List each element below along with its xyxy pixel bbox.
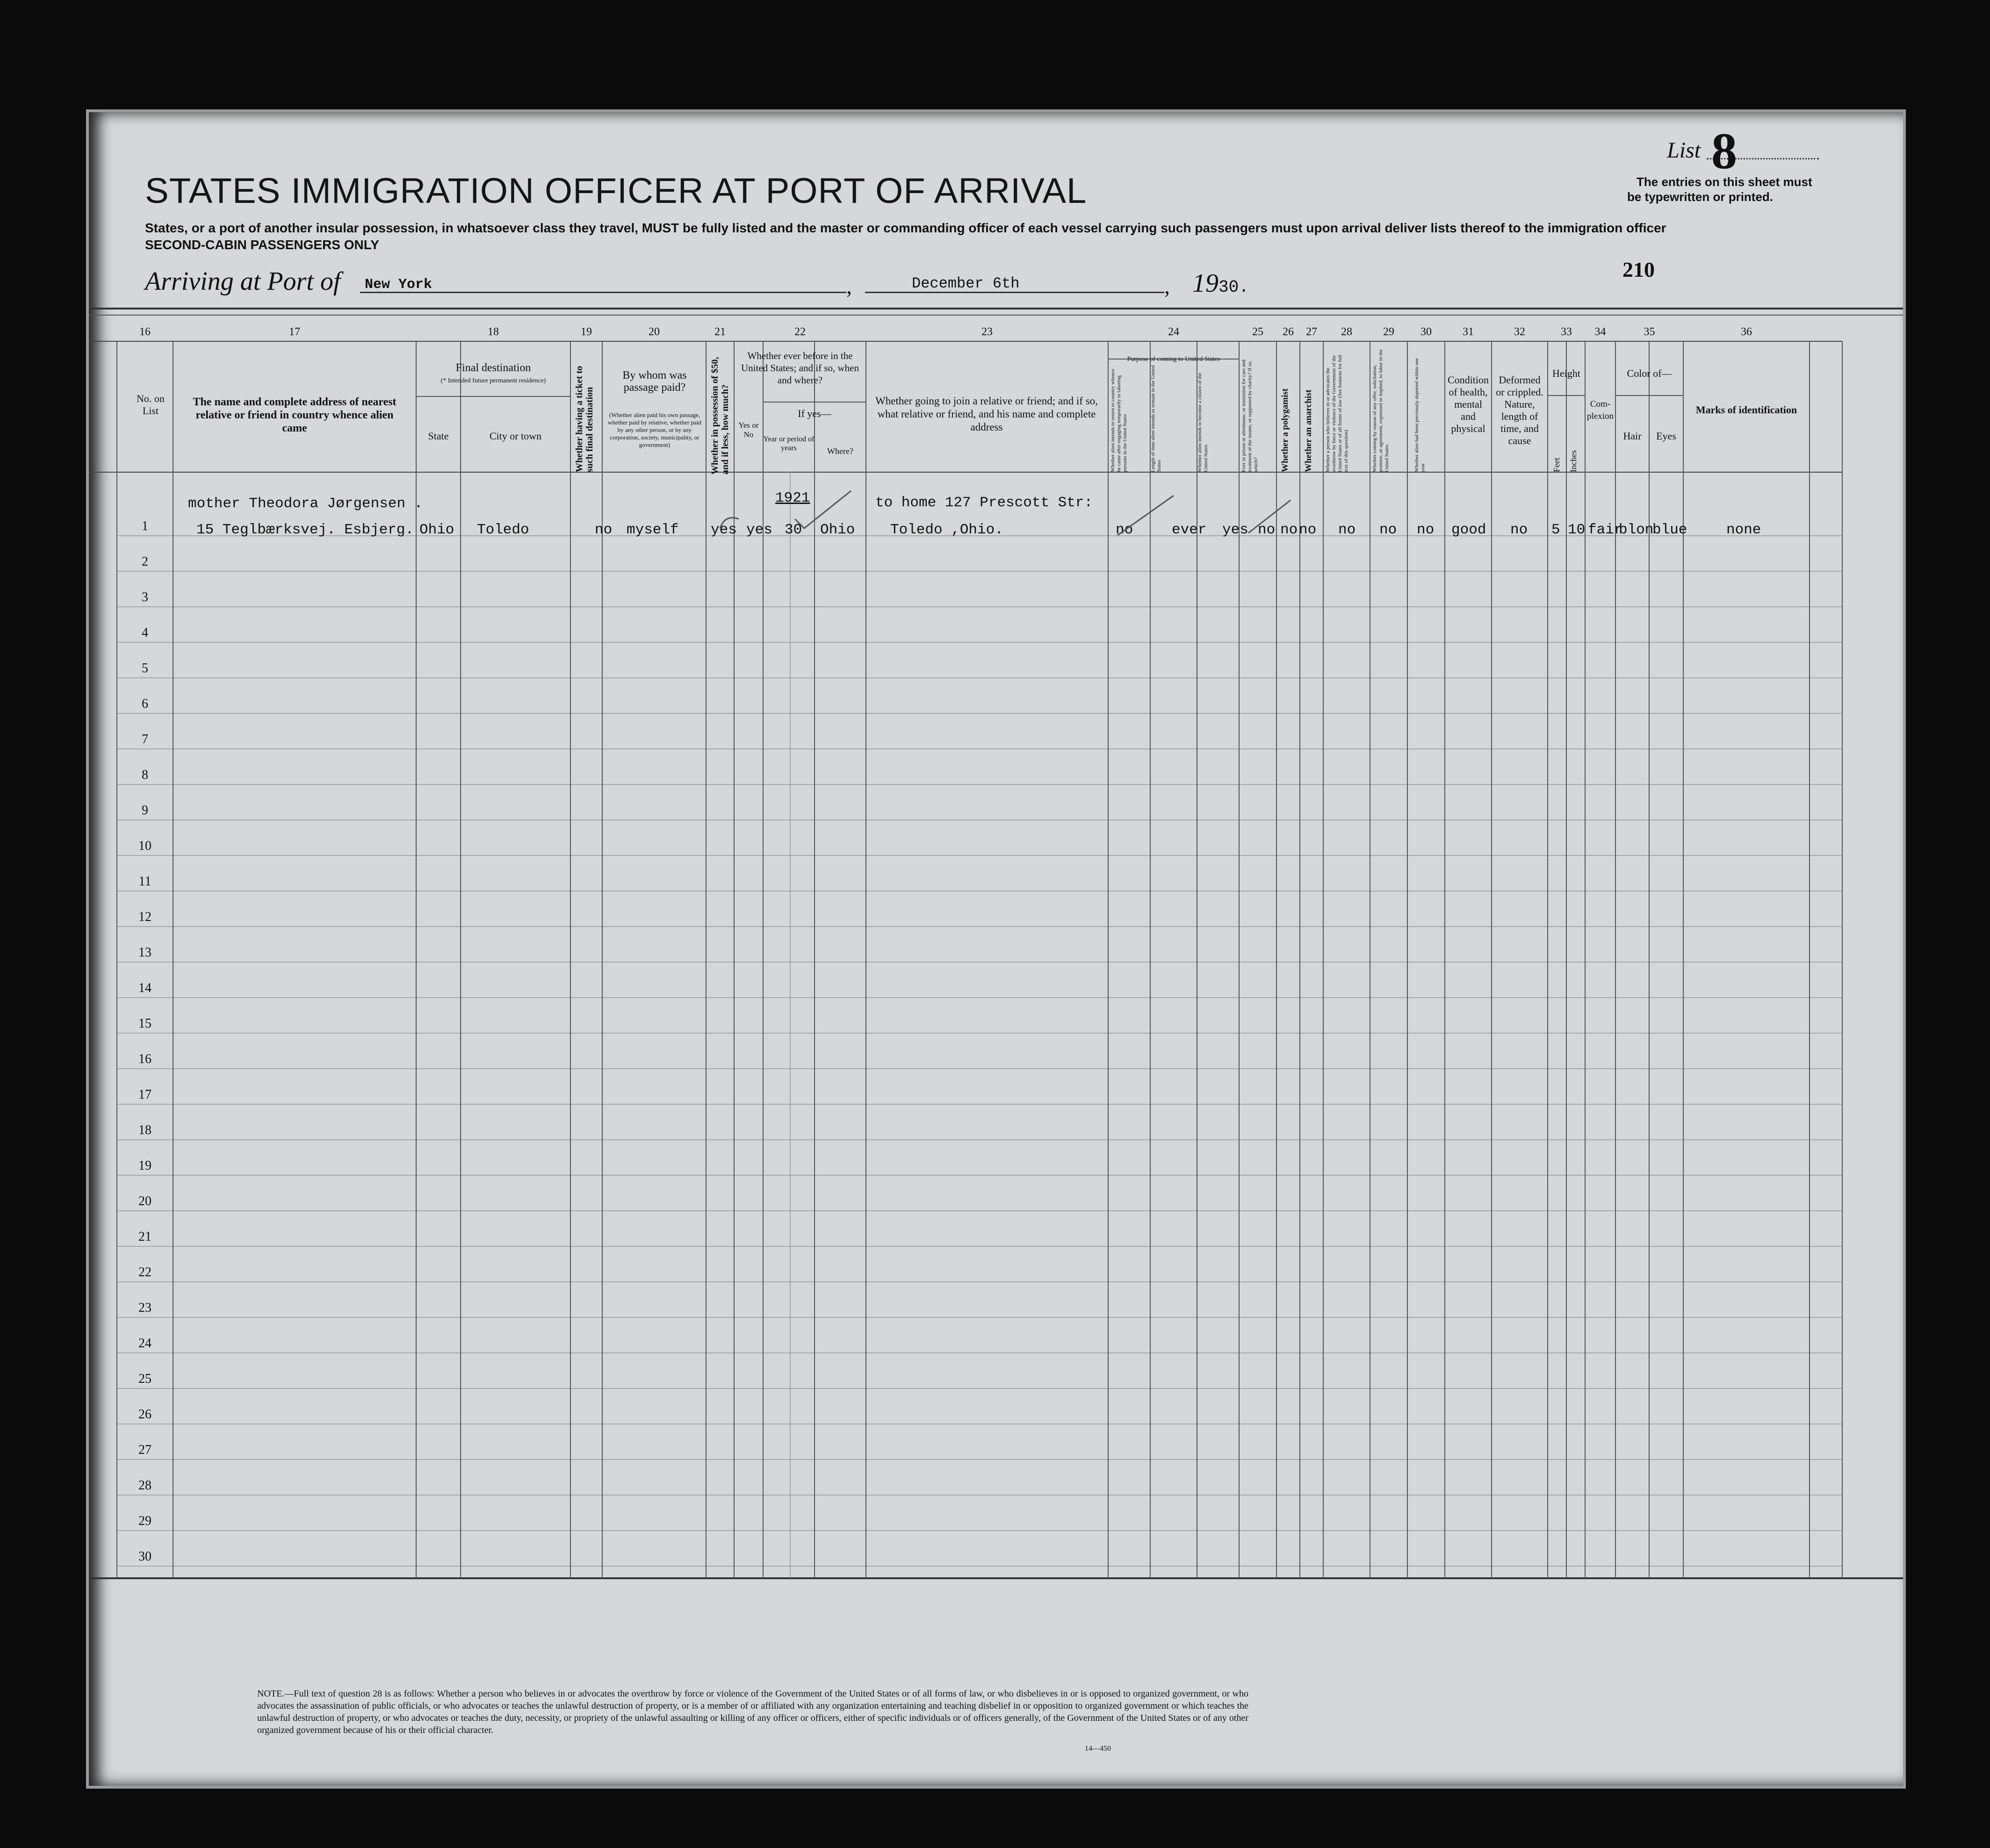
header-no-on-list: No. on List [137, 393, 165, 417]
deported-value: no [1417, 522, 1435, 538]
year-value [1192, 268, 1249, 298]
relative-name: mother Theodora Jørgensen . [188, 496, 423, 512]
col-num-33: 33 [1561, 326, 1572, 338]
comma-separator-2: , [1164, 274, 1170, 299]
col-num-31: 31 [1463, 326, 1474, 338]
anarchist-value: no [1299, 522, 1317, 538]
col-num-28: 28 [1341, 326, 1352, 338]
length-value: ever [1172, 522, 1207, 538]
citizen-value: yes [1222, 522, 1248, 538]
row-number: 3 [142, 590, 148, 604]
list-label: List [1667, 138, 1701, 163]
prison-value: no [1258, 522, 1276, 538]
health-value: good [1451, 522, 1486, 538]
overthrow-value: no [1338, 522, 1356, 538]
header-length-of-stay: Length of time alien intends to remain in the United States [1150, 365, 1162, 472]
header-yes-or-no: Yes or No [738, 421, 759, 439]
date-value: December 6th [912, 275, 1020, 292]
col-num-19: 19 [581, 326, 592, 338]
header-marks-identification: Marks of identification [1695, 404, 1797, 416]
row-number: 7 [142, 732, 148, 747]
port-underline [360, 292, 846, 293]
height-feet-value: 5 [1551, 522, 1560, 538]
col-num-17: 17 [289, 326, 300, 338]
header-city: City or town [489, 430, 542, 442]
header-join-relative: Whether going to join a relative or friend; and if so, what relative or friend, and his name and complete address [875, 395, 1098, 433]
footnote-question-28: NOTE.—Full text of question 28 is as follows: Whether a person who believes in or advocates the overthrow by force or violence of the Government of the United States or of all forms of law, or who disbelieves in or is opposed to organized government, or who advocates the assassination of public officials, or who advocates or teaches the unlawful destruction of property, or is a member of or affiliated with any organization entertaining and teaching disbelief in or opposition to organized government or which teaches the unlawful destruction of property, or who advocates or teaches the duty, necessity, or propriety of the unlawful assaulting or killing of any officer or officers, either of specific individuals or of officers generally, of the Government of the United States or of any other organized government because of his or their official character. [257, 1689, 1248, 1735]
col-num-25: 25 [1252, 326, 1263, 338]
col-num-36: 36 [1741, 326, 1752, 338]
col-num-30: 30 [1420, 326, 1432, 338]
passenger-class-label: SECOND-CABIN PASSENGERS ONLY [145, 237, 379, 252]
col-num-22: 22 [794, 326, 806, 338]
header-if-yes: If yes— [798, 408, 831, 419]
row-number: 26 [138, 1407, 151, 1422]
form-number: 14—450 [1085, 1745, 1111, 1753]
dest-state: Ohio [419, 522, 454, 538]
header-relative-address: The name and complete address of nearest relative or friend in country whence alien came [193, 396, 397, 434]
header-height: Height [1552, 367, 1580, 379]
header-ever-before: Whether ever before in the United States; and if so, when and where? [741, 350, 859, 386]
header-complexion: Com-plexion [1587, 399, 1614, 421]
col-num-24: 24 [1168, 326, 1179, 338]
header-intends-citizen: Whether alien intends to become a citizen of the United States [1197, 373, 1209, 472]
sheet-number: 210 [1622, 258, 1655, 281]
header-color-of: Color of— [1627, 367, 1672, 379]
row-number: 21 [138, 1230, 151, 1244]
header-where: Where? [827, 446, 853, 456]
col-num-16: 16 [139, 326, 151, 338]
arriving-label: Arriving at Port of [145, 267, 341, 296]
header-final-destination-note: (* Intended future permanent residence) [440, 377, 546, 384]
row-number: 10 [138, 839, 151, 853]
row-number: 13 [138, 945, 151, 960]
header-deported: Whether alien had been previously deported within one year [1414, 358, 1426, 472]
row-number: 23 [138, 1301, 151, 1315]
header-polygamist: Whether a polygamist [1280, 388, 1290, 472]
col-num-18: 18 [488, 326, 499, 338]
row-number: 28 [138, 1478, 151, 1493]
row-number: 15 [138, 1016, 151, 1031]
marks-value: none [1726, 522, 1761, 538]
row-number: 5 [142, 661, 148, 676]
header-ticket: Whether having a ticket to such final destination [574, 366, 595, 472]
header-overthrow: Whether a person who believes in or advocates the overthrow by force or violence of the Government of the United States or of all forms of law (See footnote for full text of this question) [1325, 355, 1349, 472]
port-value: New York [365, 277, 433, 293]
row-number: 14 [138, 981, 151, 995]
header-condition-health: Condition of health, mental and physical [1447, 374, 1489, 434]
before-where-value: Ohio [820, 522, 855, 538]
header-hair: Hair [1623, 430, 1642, 442]
row-number: 24 [138, 1336, 151, 1351]
offer-value: no [1379, 522, 1397, 538]
row-number: 8 [142, 768, 148, 782]
row-number: 25 [138, 1372, 151, 1386]
header-year-period: Year or period of years [763, 435, 815, 452]
row-number: 17 [138, 1087, 151, 1102]
before-years-value: 30 [785, 522, 802, 538]
check-mark-21 [720, 518, 739, 529]
instructions-text: States, or a port of another insular possession, in whatsoever class they travel, MUST be fully listed and the master or commanding officer of each vessel carrying such passengers must upon arrival deliver lists thereof to the immigration officer [145, 221, 1666, 235]
row-number: 27 [138, 1443, 151, 1457]
check-marks [711, 486, 1300, 542]
header-purpose: Purpose of coming to United States [1127, 356, 1220, 363]
row-number: 19 [138, 1158, 151, 1173]
row-number: 20 [138, 1194, 151, 1208]
join-address-line2: Toledo ,Ohio. [890, 522, 1003, 538]
row-number: 16 [138, 1052, 151, 1066]
col-num-20: 20 [649, 326, 660, 338]
dest-city: Toledo [477, 522, 529, 538]
header-coming-by-offer: Whether coming by reason of any offer, solicitation, promise, or agreement, expressed or implied, to labor in the United States [1372, 349, 1390, 472]
col-num-27: 27 [1306, 326, 1317, 338]
col-num-26: 26 [1283, 326, 1294, 338]
year-suffix: 30. [1219, 278, 1249, 297]
row-number: 6 [142, 697, 148, 711]
col-num-23: 23 [981, 326, 993, 338]
complexion-value: fair [1588, 522, 1623, 538]
year-prefix: 19 [1192, 269, 1219, 298]
col-num-35: 35 [1644, 326, 1655, 338]
row-number: 11 [138, 874, 151, 889]
header-passage-paid: By whom was passage paid? [622, 369, 687, 394]
polygamist-value: no [1280, 522, 1298, 538]
row-number: 22 [138, 1265, 151, 1280]
row-number: 2 [142, 554, 148, 569]
row-number: 29 [138, 1514, 151, 1528]
hair-value: blon [1619, 522, 1654, 538]
header-eyes: Eyes [1656, 430, 1676, 442]
header-intends-return: Whether alien intends to return to country whence he came after engaging temporarily in laboring pursuits in the United States [1110, 369, 1128, 472]
header-prison-almshouse: Ever in prison or almshouse, or institution for care and treatment of the insane, or supported by charity? If so, which? [1241, 360, 1259, 472]
return-value: no [1116, 522, 1133, 538]
table-grid [89, 112, 1903, 1786]
header-final-destination: Final destination [455, 362, 531, 374]
header-possession-50: Whether in possession of $50, and if less, how much? [710, 357, 730, 475]
deformed-value: no [1510, 522, 1528, 538]
list-number: 8 [1711, 122, 1737, 180]
check-mark-22 [795, 491, 851, 528]
header-deformed: Deformed or crippled. Nature, length of time, and cause [1496, 374, 1543, 446]
header-passage-paid-note: (Whether alien paid his own passage, whether paid by relative, whether paid by any other person, or by any corporation, society, municipality, or government) [608, 411, 701, 448]
eyes-value: blue [1652, 522, 1687, 538]
page-title: STATES IMMIGRATION OFFICER AT PORT OF ARRIVAL [145, 171, 1087, 211]
col-num-34: 34 [1594, 326, 1606, 338]
header-feet: Feet [1552, 458, 1561, 472]
possession-50-value: yes [711, 522, 737, 538]
ever-before-value: yes [746, 522, 772, 538]
paid-by-value: myself [627, 522, 679, 538]
comma-separator: , [846, 274, 852, 299]
typewritten-note-line2: be typewritten or printed. [1627, 190, 1774, 204]
row-number: 4 [142, 626, 148, 640]
row-number: 12 [138, 910, 151, 924]
relative-address: 15 Teglbærksvej. Esbjerg. [196, 522, 414, 538]
check-mark-24 [1248, 500, 1291, 533]
header-anarchist: Whether an anarchist [1304, 389, 1313, 472]
row-number: 18 [138, 1123, 151, 1137]
row-number: 1 [142, 519, 148, 533]
row-number: 30 [138, 1549, 151, 1564]
header-state: State [428, 430, 449, 442]
join-address-line1: to home 127 Prescott Str: [875, 495, 1093, 511]
before-year-value: 1921 [775, 490, 810, 506]
typewritten-note-line1: The entries on this sheet must [1637, 175, 1812, 189]
ticket-value: no [595, 522, 613, 538]
manifest-sheet [89, 112, 1903, 1786]
col-num-32: 32 [1514, 326, 1525, 338]
col-num-21: 21 [714, 326, 726, 338]
check-mark-23 [1118, 496, 1174, 535]
height-inches-value: 10 [1568, 522, 1586, 538]
row-number: 9 [142, 803, 148, 818]
col-num-29: 29 [1383, 326, 1394, 338]
header-inches: Inches [1569, 450, 1578, 472]
